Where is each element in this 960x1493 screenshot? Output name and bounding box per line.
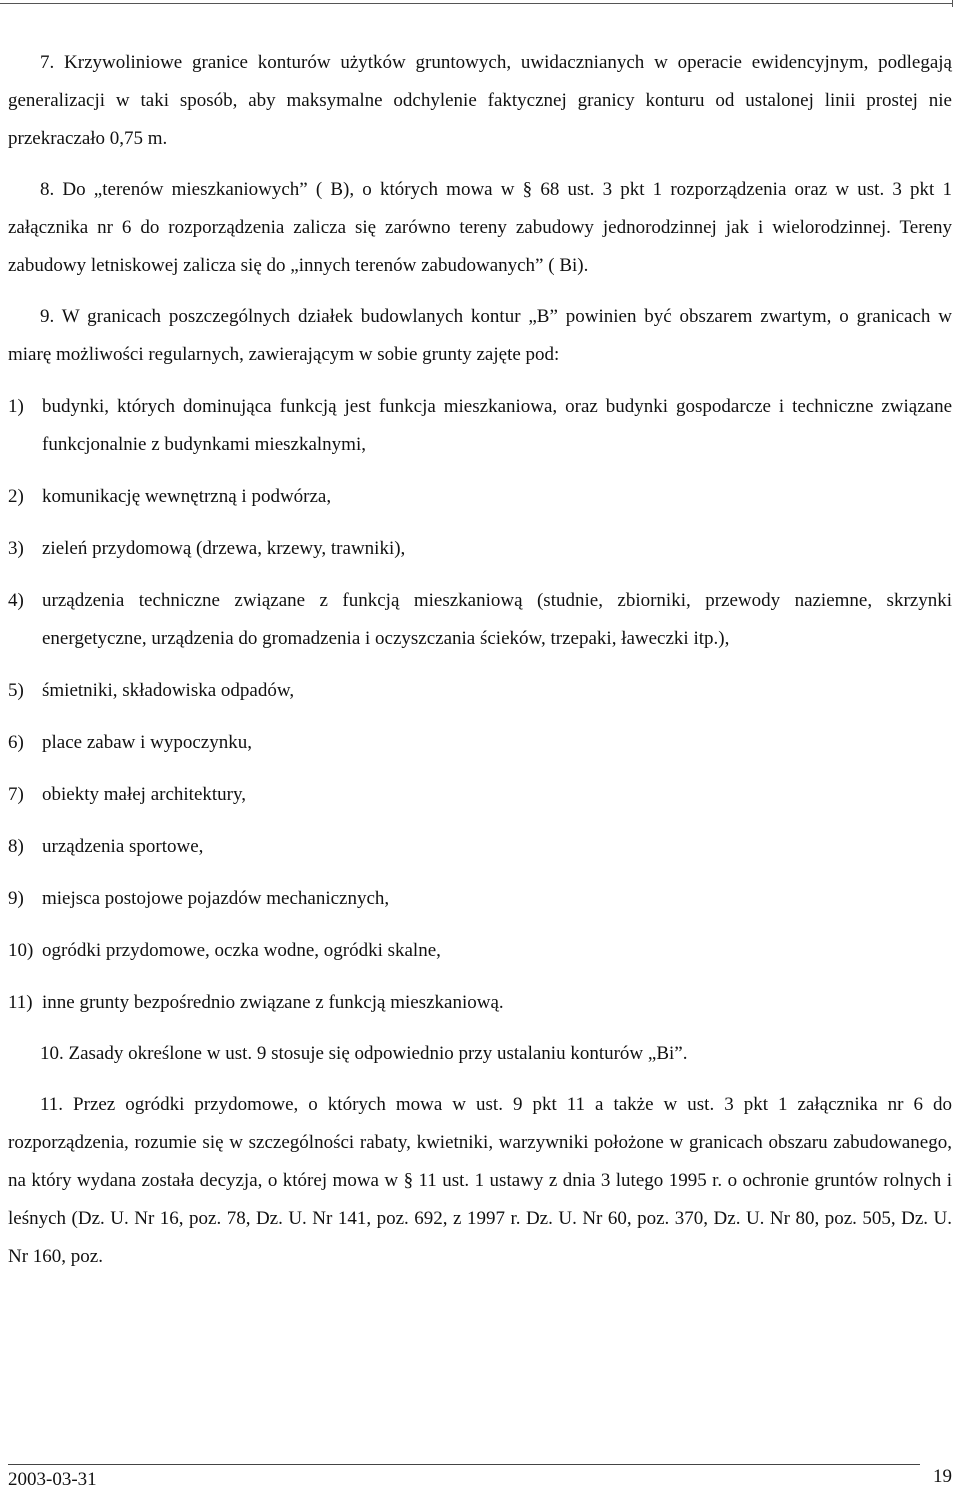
list-item xyxy=(8,478,952,516)
page-number: 19 xyxy=(933,1466,952,1487)
list-item-text: zieleń przydomową (drzewa, krzewy, trawniki), xyxy=(42,538,406,559)
list-item-number: 6) xyxy=(8,732,24,753)
paragraph-9: 9. W granicach poszczególnych działek budowlanych kontur „B” powinien być obszarem zwartym, o granicach w miarę możliwości regularnych, zawierającym w sobie grunty zajęte pod: xyxy=(8,306,952,365)
list-item-number: 10) xyxy=(8,940,34,961)
list-item-number: 2) xyxy=(8,486,24,507)
list-item-text: budynki, których dominująca funkcją jest funkcja mieszkaniowa, oraz budynki gospodarcze i techniczne związane funkcjonalnie z budynkami mieszkalnymi, xyxy=(42,396,952,455)
paragraph-7: 7. Krzywoliniowe granice konturów użytków gruntowych, uwidacznianych w operacie ewidencyjnym, podlegają generalizacji w taki sposób, aby maksymalne odchylenie faktycznej granicy konturu od ustalonej linii prostej nie przekraczało 0,75 m. xyxy=(8,52,952,149)
list-item-text: urządzenia techniczne związane z funkcją mieszkaniową (studnie, zbiorniki, przewody naziemne, skrzynki energetyczne, urządzenia do gromadzenia i oczyszczania ścieków, trzepaki, ławeczki itp.), xyxy=(42,590,952,649)
paragraph-10: 10. Zasady określone w ust. 9 stosuje się odpowiednio przy ustalaniu konturów „Bi”. xyxy=(40,1043,688,1064)
paragraph-11: 11. Przez ogródki przydomowe, o których mowa w ust. 9 pkt 11 a także w ust. 3 pkt 1 załącznika nr 6 do rozporządzenia, rozumie się w szczególności rabaty, kwietniki, warzywniki położone w granicach obszaru zabudowanego, na który wydana została decyzja, o której mowa w § 11 ust. 1 ustawy z dnia 3 lutego 1995 r. o ochronie gruntów rolnych i leśnych (Dz. U. Nr 16, poz. 78, Dz. U. Nr 141, poz. 692, z 1997 r. Dz. U. Nr 60, poz. 370, Dz. U. Nr 80, poz. 505, Dz. U. Nr 160, poz. xyxy=(8,1094,952,1267)
list-item-number: 1) xyxy=(8,396,24,417)
list-item xyxy=(8,672,952,710)
list-item-number: 3) xyxy=(8,538,24,559)
footer-rule xyxy=(8,1464,920,1465)
footer-date: 2003-03-31 xyxy=(8,1469,97,1490)
list-item xyxy=(8,932,952,970)
document-body xyxy=(8,44,952,1276)
list-item xyxy=(8,530,952,568)
header-rule-tick xyxy=(952,0,953,7)
list-item-text: inne grunty bezpośrednio związane z funkcją mieszkaniową. xyxy=(42,992,504,1013)
list-item-text: miejsca postojowe pojazdów mechanicznych, xyxy=(42,888,390,909)
list-item xyxy=(8,828,952,866)
list-item-number: 5) xyxy=(8,680,24,701)
list-item-text: urządzenia sportowe, xyxy=(42,836,204,857)
list-item-number: 7) xyxy=(8,784,24,805)
list-item-text: place zabaw i wypoczynku, xyxy=(42,732,252,753)
list-item-number: 9) xyxy=(8,888,24,909)
list-item-number: 8) xyxy=(8,836,24,857)
list-item xyxy=(8,776,952,814)
list-item xyxy=(8,880,952,918)
list-item-number: 11) xyxy=(8,992,33,1013)
land-use-list xyxy=(8,388,952,1022)
list-item-text: komunikację wewnętrzną i podwórza, xyxy=(42,486,332,507)
list-item xyxy=(8,582,952,658)
list-item-number: 4) xyxy=(8,590,24,611)
list-item xyxy=(8,724,952,762)
list-item-text: śmietniki, składowiska odpadów, xyxy=(42,680,295,701)
list-item-text: obiekty małej architektury, xyxy=(42,784,246,805)
list-item xyxy=(8,984,952,1022)
header-rule xyxy=(0,3,952,4)
list-item-text: ogródki przydomowe, oczka wodne, ogródki skalne, xyxy=(42,940,441,961)
list-item xyxy=(8,388,952,464)
paragraph-8: 8. Do „terenów mieszkaniowych” ( B), o których mowa w § 68 ust. 3 pkt 1 rozporządzenia oraz w ust. 3 pkt 1 załącznika nr 6 do rozporządzenia zalicza się zarówno tereny zabudowy jednorodzinnej jak i wielorodzinnej. Tereny zabudowy letniskowej zalicza się do „innych terenów zabudowanych” ( Bi). xyxy=(8,179,952,276)
